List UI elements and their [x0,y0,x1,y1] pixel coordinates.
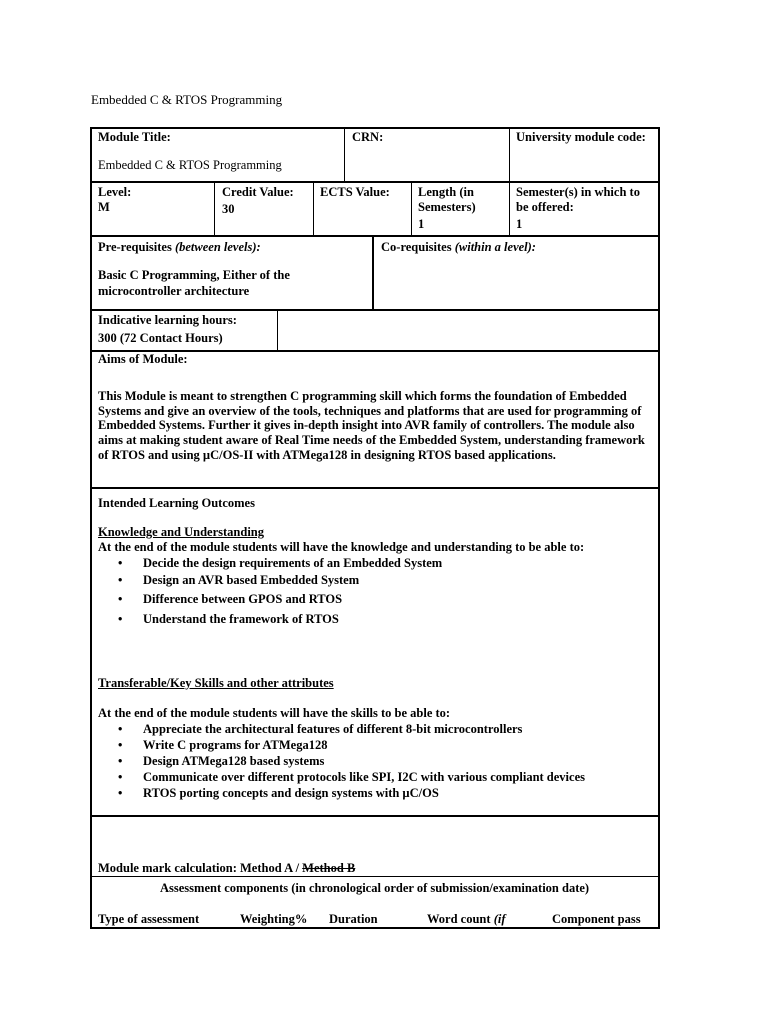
ku-heading: Knowledge and Understanding [98,525,265,539]
university-code-label: University module code: [516,130,646,144]
aims-line: Systems and give an overview of the tools, techniques and platforms that are used for programming of [98,404,642,418]
list-item: • Difference between GPOS and RTOS [98,591,442,608]
aims-line: aims at making student aware of Real Time needs of the Embedded System, understanding framework [98,433,645,447]
divider [509,127,510,182]
semester-label-line1: Semester(s) in which to [516,185,640,199]
tk-list [98,721,585,801]
prereq-value-line2: microcontroller architecture [98,284,250,298]
divider [90,487,660,489]
aims-heading: Aims of Module: [98,352,188,366]
divider [344,127,345,182]
prereq-label: Pre-requisites [98,240,172,254]
document-title: Embedded C & RTOS Programming [91,92,283,107]
prereq-heading [98,240,261,255]
credit-label: Credit Value: [222,185,294,199]
col-word-count-qualifier: (if [493,912,506,926]
mark-calculation [98,861,355,876]
ilo-heading: Intended Learning Outcomes [98,496,255,510]
mark-calculation-label: Module mark calculation: Method A / [98,861,303,875]
divider [90,815,660,817]
crn-label: CRN: [352,130,384,144]
col-duration: Duration [329,912,378,926]
semester-label-line2: be offered: [516,200,574,214]
col-word-count [427,912,506,927]
col-weighting: Weighting% [240,912,308,926]
semester-value: 1 [516,217,523,231]
aims-line: of RTOS and using µC/OS-II with ATMega128 in designing RTOS based applications. [98,448,556,462]
list-item: • Appreciate the architectural features of different 8-bit microcontrollers [98,721,585,737]
divider [277,309,278,351]
divider [90,235,660,237]
coreq-qualifier: (within a level): [454,240,536,254]
col-type-of-assessment: Type of assessment [98,912,200,926]
divider [90,309,660,311]
assessment-heading: Assessment components (in chronological order of submission/examination date) [160,881,590,895]
level-label: Level: [98,185,132,199]
list-item: • Communicate over different protocols like SPI, I2C with various compliant devices [98,769,585,785]
list-item: • Understand the framework of RTOS [98,611,442,628]
col-component-pass: Component pass [552,912,641,926]
aims-line: Embedded Systems. Further it gives in-depth insight into AVR family of controllers. The module also [98,418,635,432]
col-word-count-label: Word count [427,912,491,926]
list-item: • Design an AVR based Embedded System [98,572,442,589]
divider [372,235,374,310]
hours-value: 300 (72 Contact Hours) [98,331,223,345]
list-item: • RTOS porting concepts and design systems with µC/OS [98,785,585,801]
coreq-label: Co-requisites [381,240,452,254]
list-item: • Design ATMega128 based systems [98,753,585,769]
divider [313,181,314,236]
list-item: • Decide the design requirements of an Embedded System [98,555,442,572]
list-item: • Write C programs for ATMega128 [98,737,585,753]
module-title-label: Module Title: [98,130,171,144]
credit-value: 30 [222,202,235,216]
level-value: M [98,200,110,214]
prereq-value-line1: Basic C Programming, Either of the [98,268,290,282]
length-value: 1 [418,217,425,231]
coreq-heading [381,240,536,255]
length-label-line2: Semesters) [418,200,476,214]
tk-intro: At the end of the module students will have the skills to be able to: [98,706,451,720]
length-label-line1: Length (in [418,185,474,199]
aims-line: This Module is meant to strengthen C programming skill which forms the foundation of Embedded [98,389,627,403]
divider [90,876,660,877]
hours-label: Indicative learning hours: [98,313,237,327]
ku-intro: At the end of the module students will have the knowledge and understanding to be able to: [98,540,585,554]
divider [509,181,510,236]
divider [90,181,660,183]
tk-heading: Transferable/Key Skills and other attributes [98,676,334,690]
divider [411,181,412,236]
prereq-qualifier: (between levels): [174,240,261,254]
module-title-value: Embedded C & RTOS Programming [98,158,282,172]
mark-method-b-struck: Method B [302,861,356,875]
divider [214,181,215,236]
ects-label: ECTS Value: [320,185,390,199]
ku-list [98,555,442,627]
